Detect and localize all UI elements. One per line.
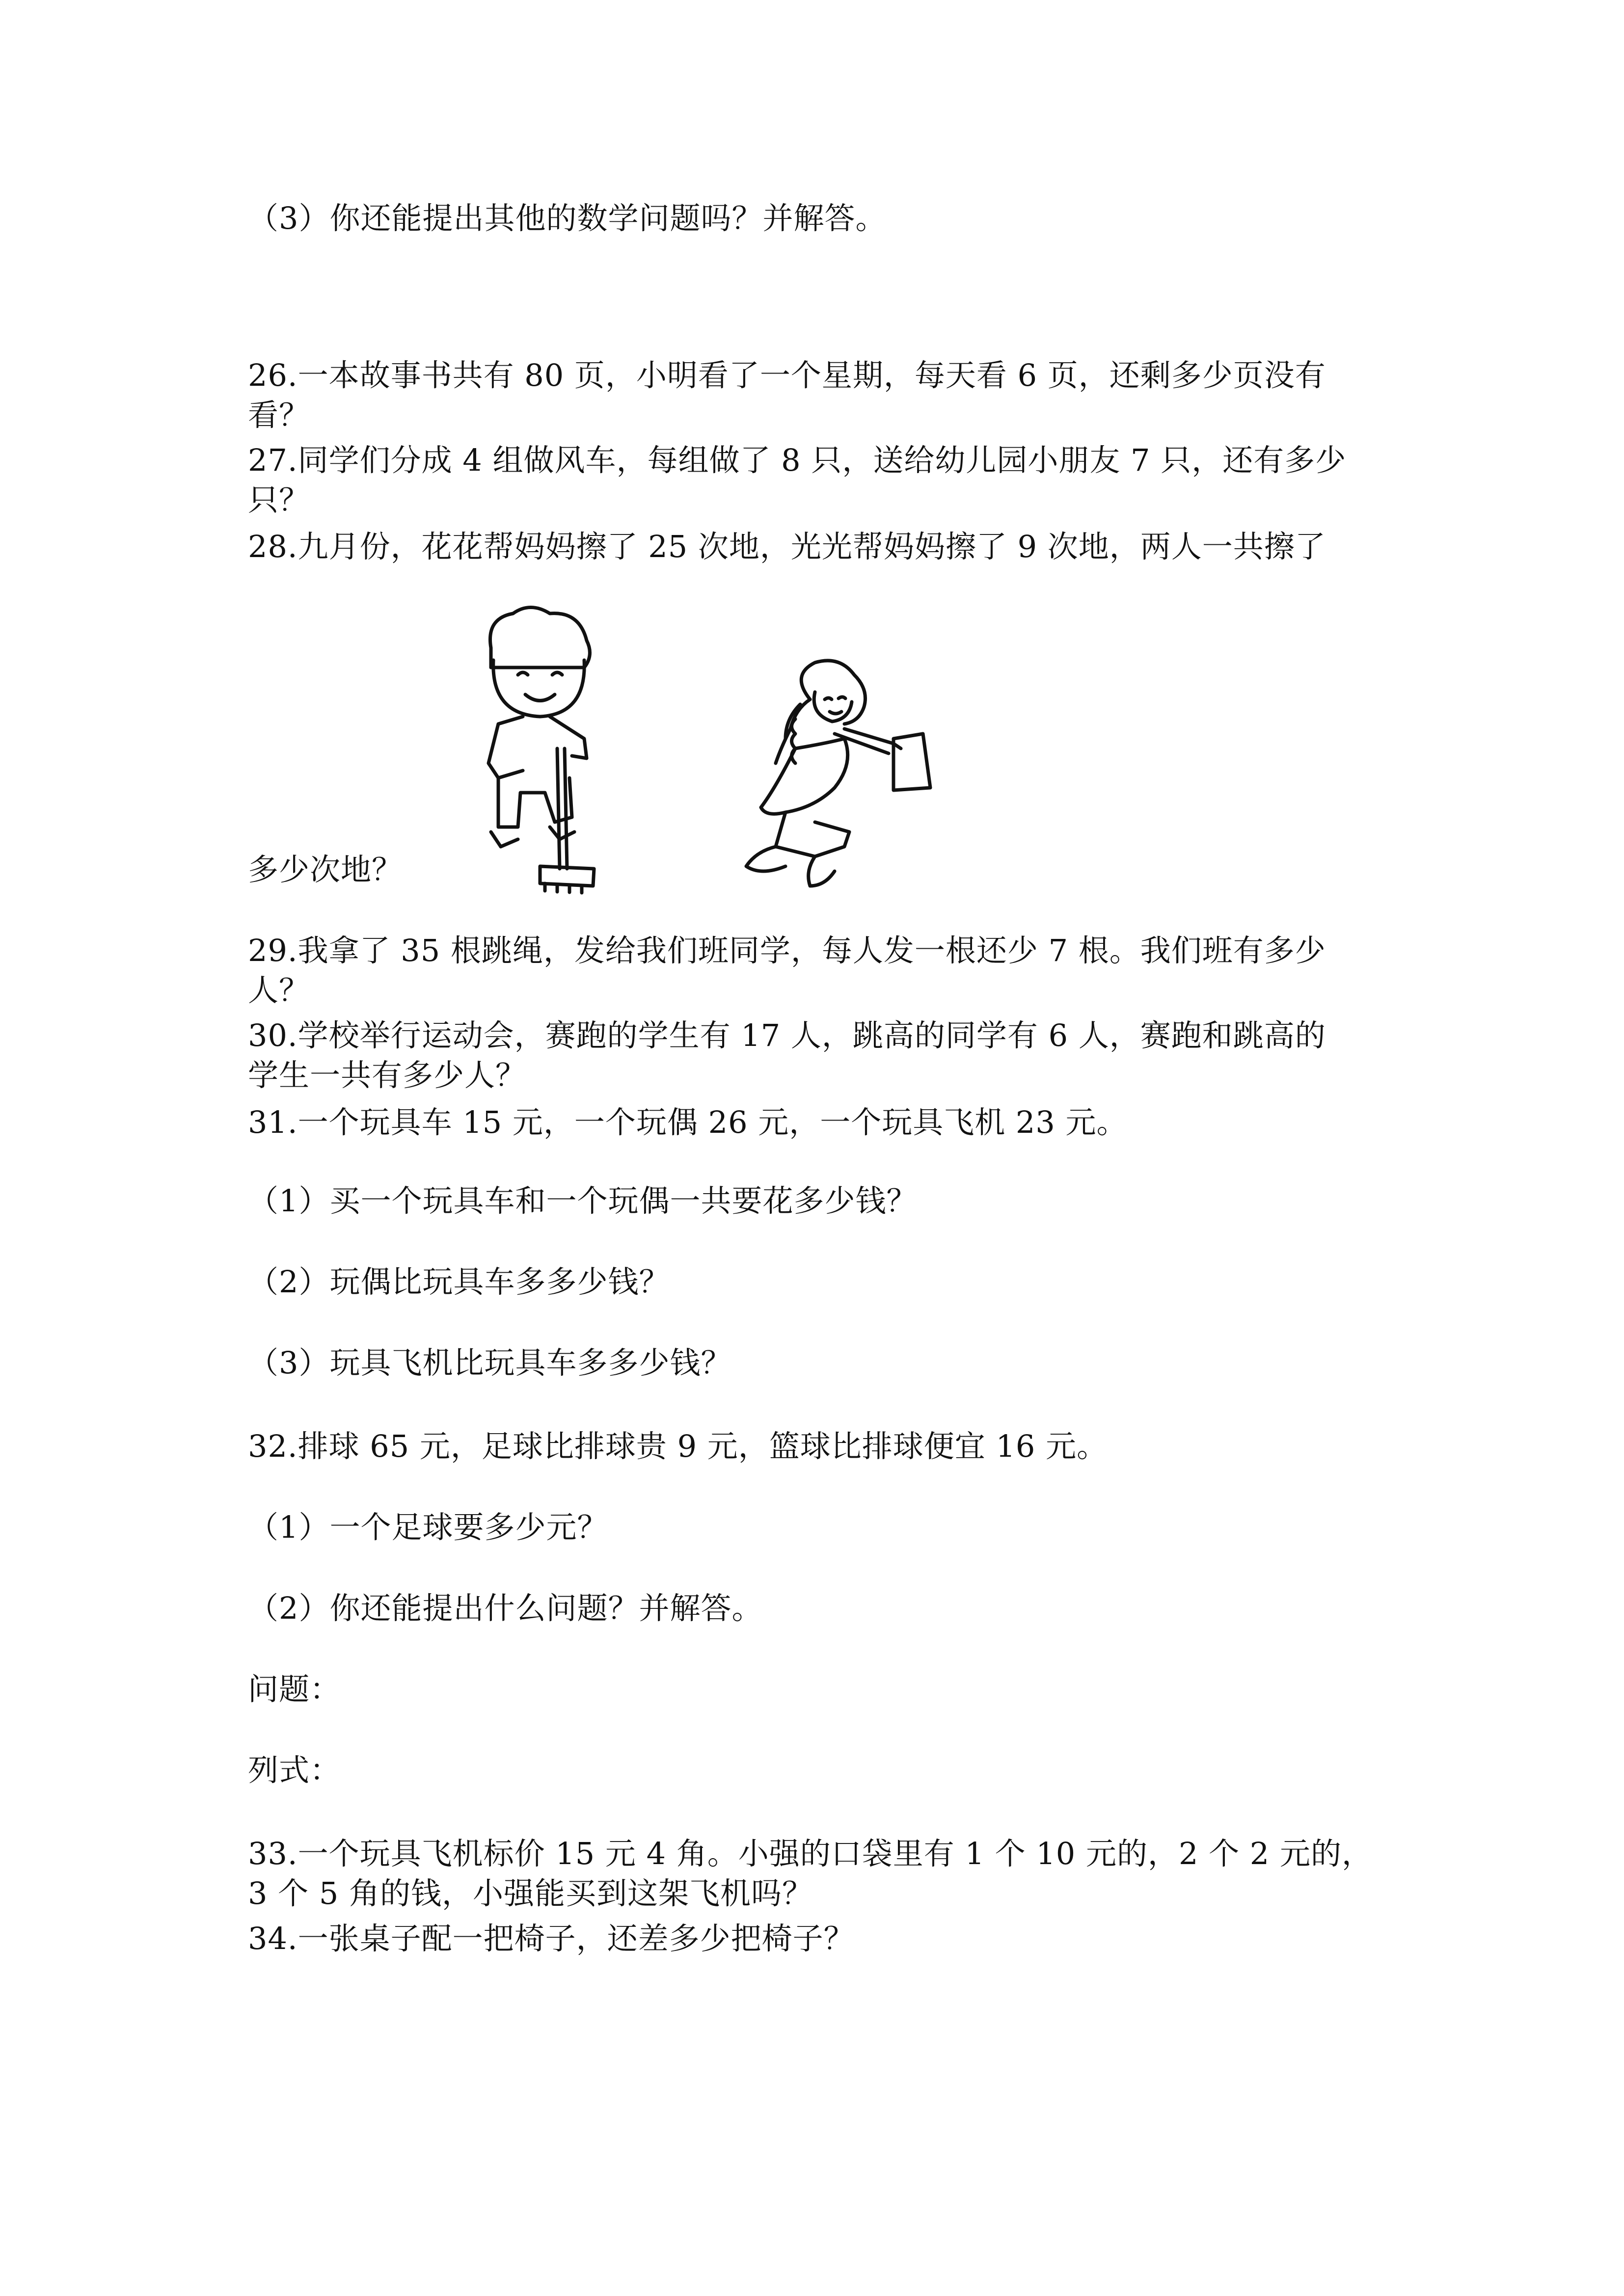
- q25-sub3: （3）你还能提出其他的数学问题吗？并解答。: [248, 200, 887, 236]
- q33-line1: 33.一个玩具飞机标价 15 元 4 角。小强的口袋里有 1 个 10 元的，2 个 2 元的，: [248, 1836, 1373, 1871]
- q32-question-label: 问题：: [248, 1671, 341, 1707]
- q27-line2: 只？: [248, 482, 310, 518]
- q32-sub1: （1）一个足球要多少元？: [248, 1509, 608, 1545]
- q34-line1: 34.一张桌子配一把椅子，还差多少把椅子？: [248, 1921, 855, 1956]
- q27-line1: 27.同学们分成 4 组做风车，每组做了 8 只，送给幼儿园小朋友 7 只，还有多少: [248, 442, 1347, 478]
- q28-line2: 多少次地？: [248, 852, 403, 887]
- q26-line2: 看？: [248, 397, 310, 433]
- q30-line1: 30.学校举行运动会，赛跑的学生有 17 人，跳高的同学有 6 人，赛跑和跳高的: [248, 1017, 1326, 1053]
- q31-sub1: （1）买一个玩具车和一个玩偶一共要花多少钱？: [248, 1183, 918, 1219]
- q31-sub2: （2）玩偶比玩具车多多少钱？: [248, 1264, 670, 1300]
- q31-sub3: （3）玩具飞机比玩具车多多少钱？: [248, 1345, 732, 1381]
- q32-line1: 32.排球 65 元，足球比排球贵 9 元，篮球比排球便宜 16 元。: [248, 1428, 1108, 1464]
- q29-line1: 29.我拿了 35 根跳绳，发给我们班同学，每人发一根还少 7 根。我们班有多少: [248, 933, 1326, 968]
- q29-line2: 人？: [248, 972, 310, 1008]
- q32-formula-label: 列式：: [248, 1752, 341, 1788]
- q32-sub2: （2）你还能提出什么问题？并解答。: [248, 1590, 763, 1626]
- q26-line1: 26.一本故事书共有 80 页，小明看了一个星期，每天看 6 页，还剩多少页没有: [248, 357, 1326, 393]
- q31-line1: 31.一个玩具车 15 元，一个玩偶 26 元，一个玩具飞机 23 元。: [248, 1104, 1128, 1140]
- q28-line1: 28.九月份，花花帮妈妈擦了 25 次地，光光帮妈妈擦了 9 次地，两人一共擦了: [248, 529, 1326, 564]
- q30-line2: 学生一共有多少人？: [248, 1057, 527, 1093]
- q33-line2: 3 个 5 角的钱，小强能买到这架飞机吗？: [248, 1875, 813, 1911]
